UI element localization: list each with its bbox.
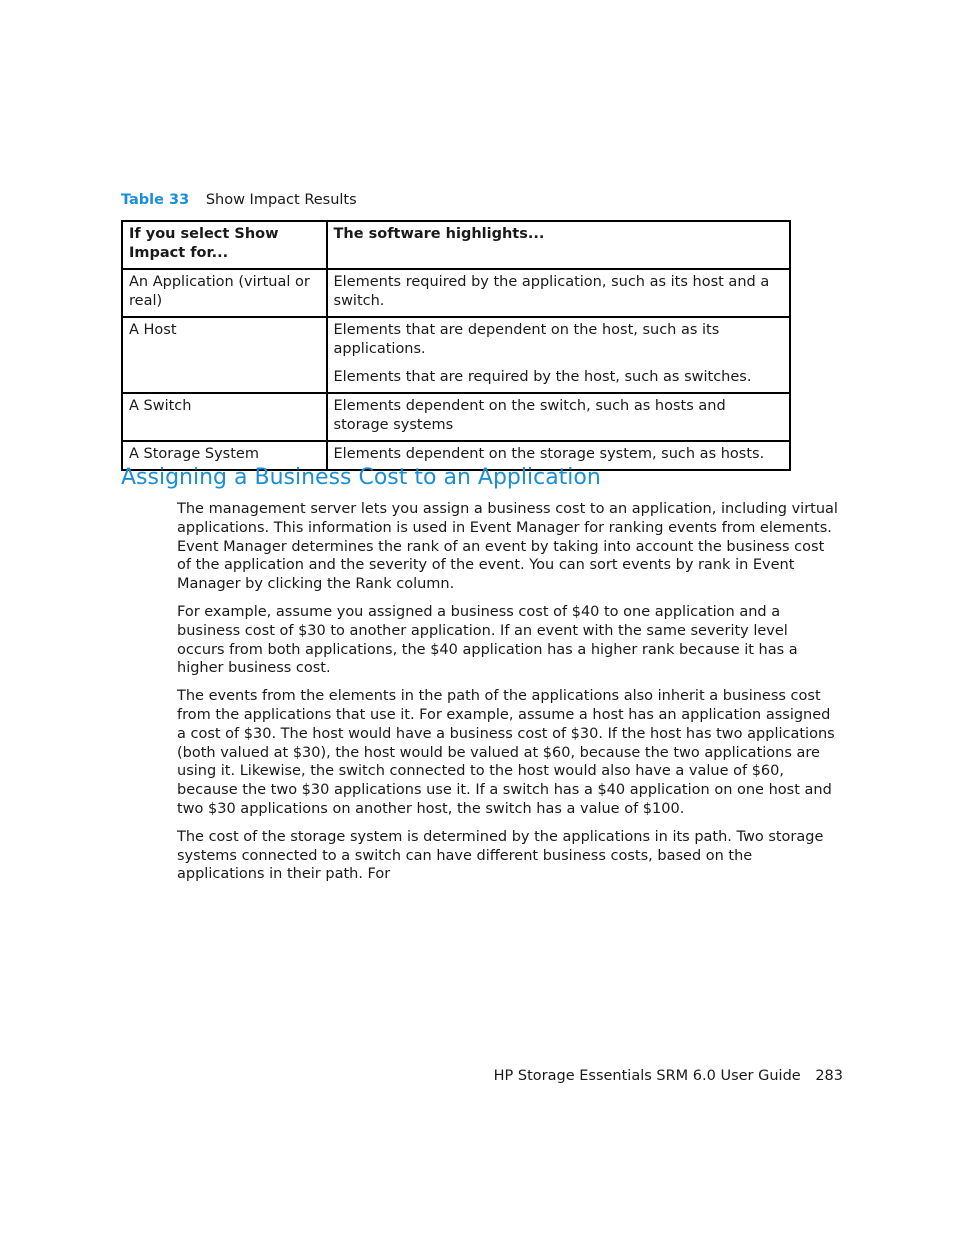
table-title: Show Impact Results [205,192,357,208]
table-cell-select: A Host [122,317,327,393]
highlight-text: Elements required by the application, such as its host and a switch. [333,274,770,309]
table-caption [121,191,357,209]
table-row [122,393,790,441]
paragraph: For example, assume you assigned a business cost of $40 to one application and a business cost of $30 to another application. If an event with the same severity level occurs from both applications, the $40 application has a higher rank because it has a higher business cost. [177,603,798,677]
table-row [122,269,790,317]
column-header-highlights: The software highlights... [327,221,790,269]
highlight-text: Elements dependent on the switch, such as hosts and storage systems [333,398,726,433]
table-cell-select: An Application (virtual or real) [122,269,327,317]
table-row [122,317,790,393]
show-impact-table [121,220,791,471]
table-cell-highlights [327,317,790,393]
page-footer [494,1067,843,1085]
paragraph: The cost of the storage system is determined by the applications in its path. Two storage systems connected to a switch can have different business costs, based on the applications in their path. For [177,828,824,883]
table-cell-highlights [327,269,790,317]
section-body [177,500,839,893]
page-number: 283 [815,1068,843,1084]
table-cell-select: A Storage System [122,441,327,470]
table-cell-select: A Switch [122,393,327,441]
highlight-text: Elements that are dependent on the host, such as its applications. [333,322,720,357]
guide-title: HP Storage Essentials SRM 6.0 User Guide [493,1068,801,1084]
table-header-row [122,221,790,269]
column-header-select: If you select Show Impact for... [122,221,327,269]
table-number: Table 33 [121,192,190,208]
table-cell-highlights [327,393,790,441]
highlight-text: Elements that are required by the host, such as switches. [333,369,752,385]
highlight-text: Elements dependent on the storage system, such as hosts. [333,446,765,462]
paragraph: The events from the elements in the path of the applications also inherit a business cost from the applications that use it. For example, assume a host has an application assigned a cost of $30. The host would have a business cost of $30. If the host has two applications (both valued at $30), the host would be valued at $60, because the two applications are using it. Likewise, the switch connected to the host would also have a value of $60, because the two $30 applications use it. If a switch has a $40 application on one host and two $30 applications on another host, the switch has a value of $100. [177,688,835,817]
section-heading: Assigning a Business Cost to an Application [121,465,601,490]
paragraph: The management server lets you assign a business cost to an application, including virtual applications. This information is used in Event Manager for ranking events from elements. Event Manager determines the rank of an event by taking into account the business cost of the application and the severity of the event. You can sort events by rank in Event Manager by clicking the Rank column. [177,501,838,593]
